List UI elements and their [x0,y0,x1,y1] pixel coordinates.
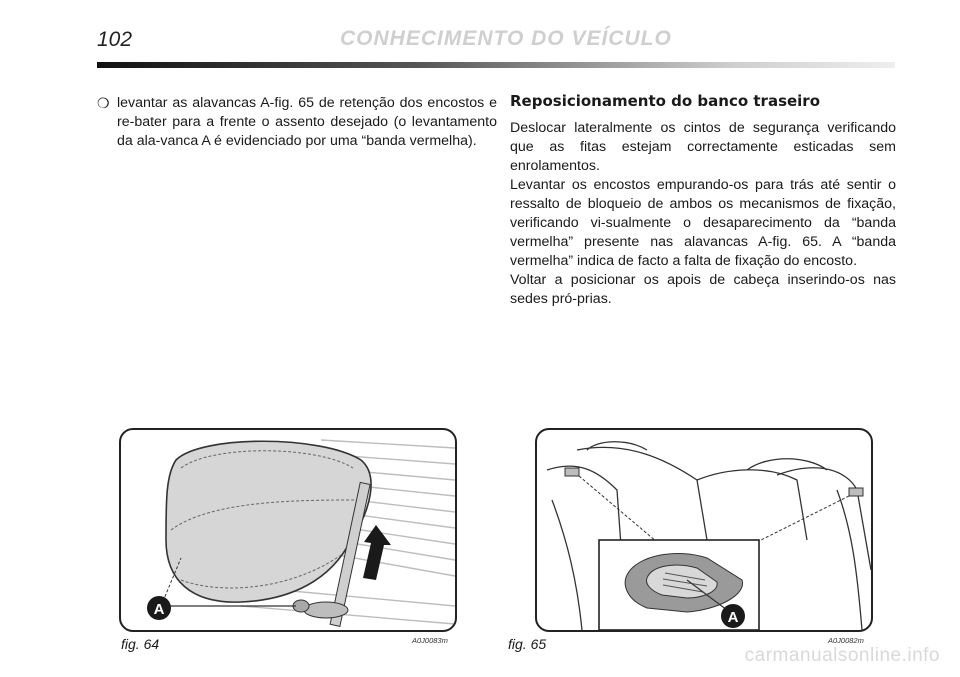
callout-a: A [727,609,739,626]
figure-code: A0J0082m [828,636,864,645]
figure-65 [535,428,873,632]
bullet-text: levantar as alavancas A-fig. 65 de retenção dos encostos e re-bater para a frente o assento desejado (o levantamento da ala-vanca A é evidenciado por uma “banda vermelha). [117,95,497,149]
figure-64 [119,428,457,632]
header-rule [97,62,895,68]
rear-seat-illustration [537,430,871,630]
bullet-icon: ❍ [97,95,110,111]
paragraph: Levantar os encostos empurando-os para trás até sentir o ressalto de bloqueio de ambos os mecanismos de fixação, verificando vi-sualmente o desaparecimento da “banda vermelha” presente nas alavancas A-fig. 65. A “banda vermelha” indica de facto a falta de fixação do encosto. [510,177,896,269]
section-heading: Reposicionamento do banco traseiro [510,92,821,110]
headrest-illustration [121,430,455,630]
page-number: 102 [97,28,133,51]
figure-code: A0J0083m [412,636,448,645]
watermark: carmanualsonline.info [744,645,940,666]
figure-label: fig. 64 [121,636,160,652]
chapter-title: CONHECIMENTO DO VEÍCULO [340,27,672,50]
right-column [510,92,896,309]
paragraph: Voltar a posicionar os apois de cabeça inserindo-os nas sedes pró-prias. [510,272,896,307]
left-column [97,94,497,151]
figure-label: fig. 65 [508,636,547,652]
section-body [510,119,896,309]
paragraph: Deslocar lateralmente os cintos de segurança verificando que as fitas estejam correctamente esticadas sem enrolamentos. [510,120,896,174]
list-item [97,94,497,151]
callout-a: A [153,601,165,618]
